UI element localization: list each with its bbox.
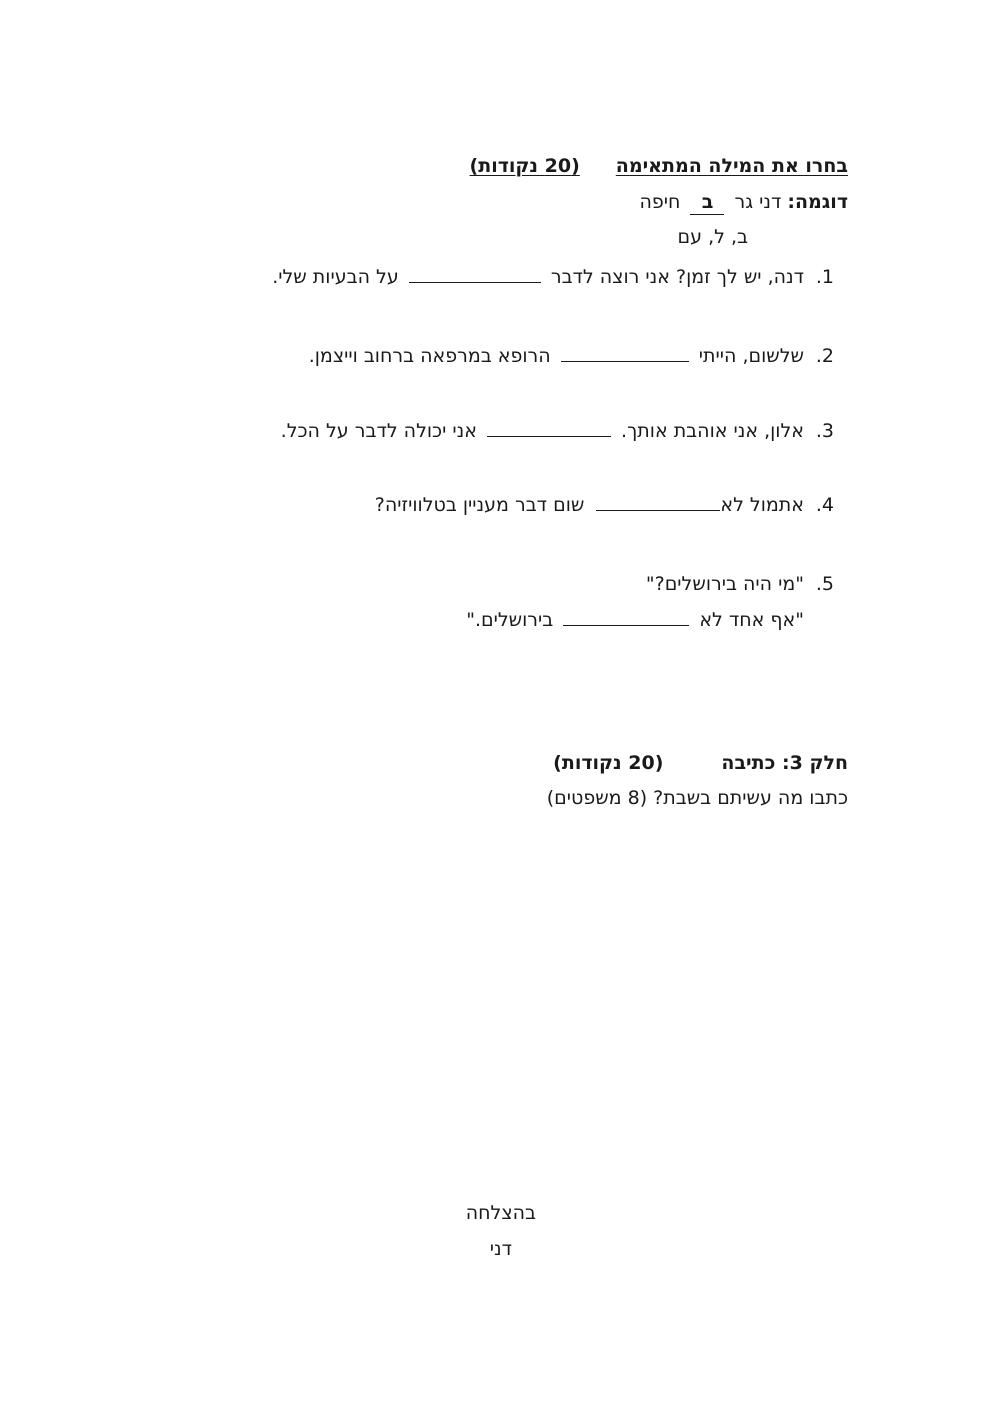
question-5-quote: "מי היה בירושלים?" (645, 573, 804, 595)
word-bank: ב, ל, עם (677, 226, 748, 248)
question-text-after: הרופא במרפאה ברחוב וייצמן. (308, 345, 551, 367)
question-text-after: שום דבר מעניין בטלוויזיה? (374, 494, 585, 516)
example-after: חיפה (639, 191, 681, 213)
answer-blank-4[interactable] (596, 492, 720, 511)
writing-area[interactable] (148, 830, 848, 1170)
example-line (639, 190, 848, 215)
answer-blank-5[interactable] (563, 607, 689, 626)
question-4 (375, 492, 834, 517)
question-text-after: על הבעיות שלי. (272, 266, 399, 288)
question-number: 4. (815, 494, 834, 516)
example-label: דוגמה: (787, 191, 848, 213)
question-5 (646, 572, 834, 596)
question-text-before: אתמול לא (720, 494, 804, 516)
question-text-before: דנה, יש לך זמן? אני רוצה לדבר (550, 266, 804, 288)
closing-signature: דני (489, 1238, 512, 1260)
answer-blank-2[interactable] (561, 343, 689, 362)
question-number: 3. (815, 420, 834, 442)
answer-blank-1[interactable] (409, 264, 541, 283)
section2-header (470, 154, 848, 178)
question-text-after: אני יכולה לדבר על הכל. (280, 420, 477, 442)
question-number: 2. (815, 345, 834, 367)
question-5-answer-line (466, 607, 804, 632)
question-2 (309, 343, 834, 368)
question-number: 5. (815, 573, 834, 595)
question-number: 1. (815, 266, 834, 288)
question-3 (281, 418, 834, 443)
question-1 (272, 264, 834, 289)
section2-points: (20 נקודות) (469, 155, 580, 177)
section3-points: (20 נקודות) (553, 752, 664, 774)
answer-blank-3[interactable] (487, 418, 611, 437)
question-text-before: שלשום, הייתי (698, 345, 804, 367)
section2-title: בחרו את המילה המתאימה (615, 155, 848, 177)
question-text-before: אלון, אני אוהבת אותך. (621, 420, 804, 442)
example-answer: ב (690, 190, 724, 215)
section3-header (553, 751, 848, 775)
section3-title: חלק 3: כתיבה (721, 752, 848, 774)
question-text-before: "אף אחד לא (699, 609, 804, 631)
writing-instruction: כתבו מה עשיתם בשבת? (8 משפטים) (546, 787, 848, 809)
question-text-after: בירושלים." (466, 609, 554, 631)
closing-good-luck: בהצלחה (465, 1202, 536, 1224)
example-before: דני גר (734, 191, 782, 213)
